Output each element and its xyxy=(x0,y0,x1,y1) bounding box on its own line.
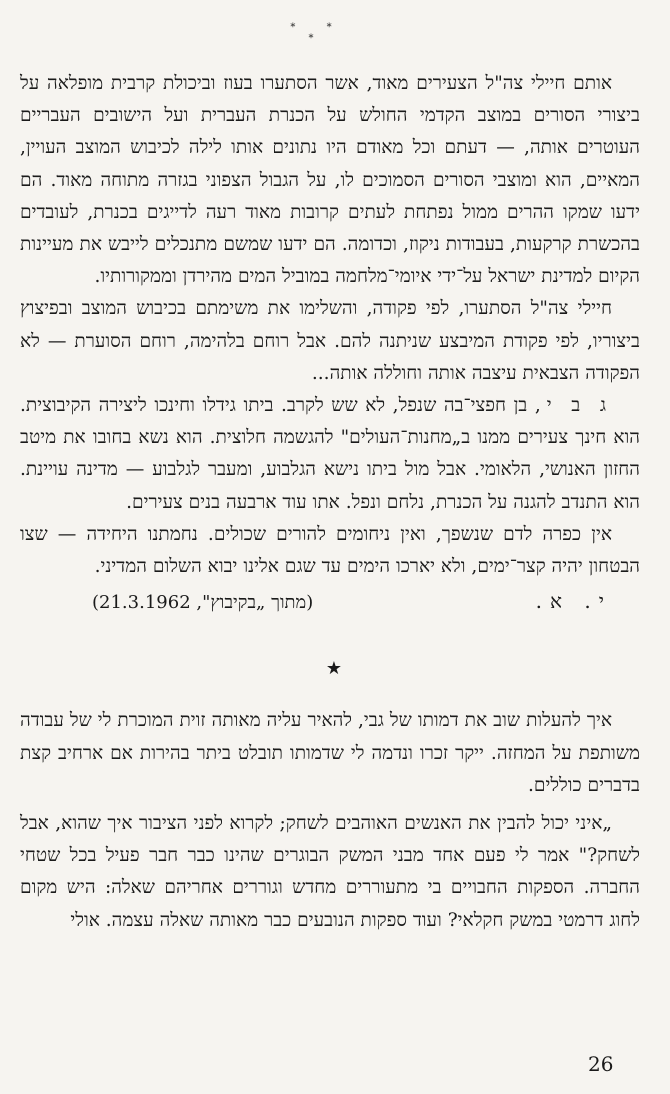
article1-paragraph-2: חיילי צה"ל הסתערו, לפי פקודה, והשלימו את משימתם בכיבוש המוצב ובפיצוץ ביצוריו, לפי פקודת המיבצע שניתנה להם. אבל רוחם בלהימה, רוחם הסוערת — לא הפקודה הצבאית עיצבה אותה וחוללה אותה... xyxy=(20,298,640,384)
top-ornament: * * * xyxy=(290,22,346,44)
article1-paragraph-1: אותם חיילי צה"ל הצעירים מאוד, אשר הסתערו בעוז וביכולת קרבית מופלאה על ביצורי הסורים במוצב הקדמי החולש על הכנרת העברית ועל הישובים העבריים העוטרים אותה, — דעתם וכל מאודם היו נתונים אותו לילה לכיבוש המוצב העויין, המאיים, הוא ומוצבי הסורים הסמוכים לו, על הגבול הצפוני בגזרה מתוחה מאוד. הם ידעו שמקו ההרים ממול נפתחת לעתים קרובות מאוד רעה לדייגים בכנרת, לעובדים בהכשרת קרקעות, בעבודות ניקוז, וכדומה. הם ידעו שמשם מתנכלים לייבש את מעיינות הקיום למדינת ישראל על־ידי איומי־מלחמה במוביל המים מהירדן וממקורותיו. xyxy=(20,73,640,288)
article2-paragraph-1: איך להעלות שוב את דמותו של גבי, להאיר עליה מאותה זוית המוכרת לי של עבודה משותפת על המחזה. ייקר זכרו ונדמה לי שדמותו תובלט ביתר בהירות אם ארחיב קצת בדברים כוללים. xyxy=(20,710,640,796)
page-body xyxy=(20,68,640,937)
subject-name: ג ב י, xyxy=(534,395,612,417)
source-citation: (מתוך „בקיבוץ", 21.3.1962) xyxy=(92,592,314,614)
section-divider-star-icon: ★ xyxy=(325,658,343,680)
article1-paragraph-4: אין כפרה לדם שנשפך, ואין ניחומים להורים שכולים. נחמתנו היחידה — שצו הבטחון יהיה קצר־ימים, ולא יארכו הימים עד שגם אלינו יבוא השלום המדיני. xyxy=(20,523,640,578)
article1-paragraph-3-text: בן חפצי־בה שנפל, לא שש לקרב. ביתו גידלו וחינכו ליצירה הקיבוצית. הוא חינך צעירים ממנו ב„מחנות־העולים" להגשמה חלוצית. הוא נשא בחובו את מיטב החזון האנושי, הלאומי. אבל מול ביתו נישא הגלבוע, ומעבר לגלבוע — מדינה עויינת. הוא התנדב להגנה על הכנרת, נלחם ונפל. אתו עוד ארבעה בנים צעירים. xyxy=(20,395,640,513)
article1-paragraph-3 xyxy=(20,390,640,519)
author-initials: י. א. xyxy=(535,589,612,614)
article2-paragraph-2: „איני יכול להבין את האנשים האוהבים לשחק; לקרוא לפני הציבור איך שהוא, אבל לשחק?" אמר לי פעם אחד מבני המשק הבוגרים שהינו כבר חבר פעיל בכל שטחי החברה. הספקות החבויים בי מתעוררים מחדש וגוררים אחריהם שאלה: היש מקום לחוג דרמטי במשק חקלאי? ועוד ספקות הנובעים כבר מאותה שאלה עצמה. אולי xyxy=(20,813,640,931)
source-line xyxy=(20,585,640,619)
page-number: 26 xyxy=(588,1052,614,1076)
